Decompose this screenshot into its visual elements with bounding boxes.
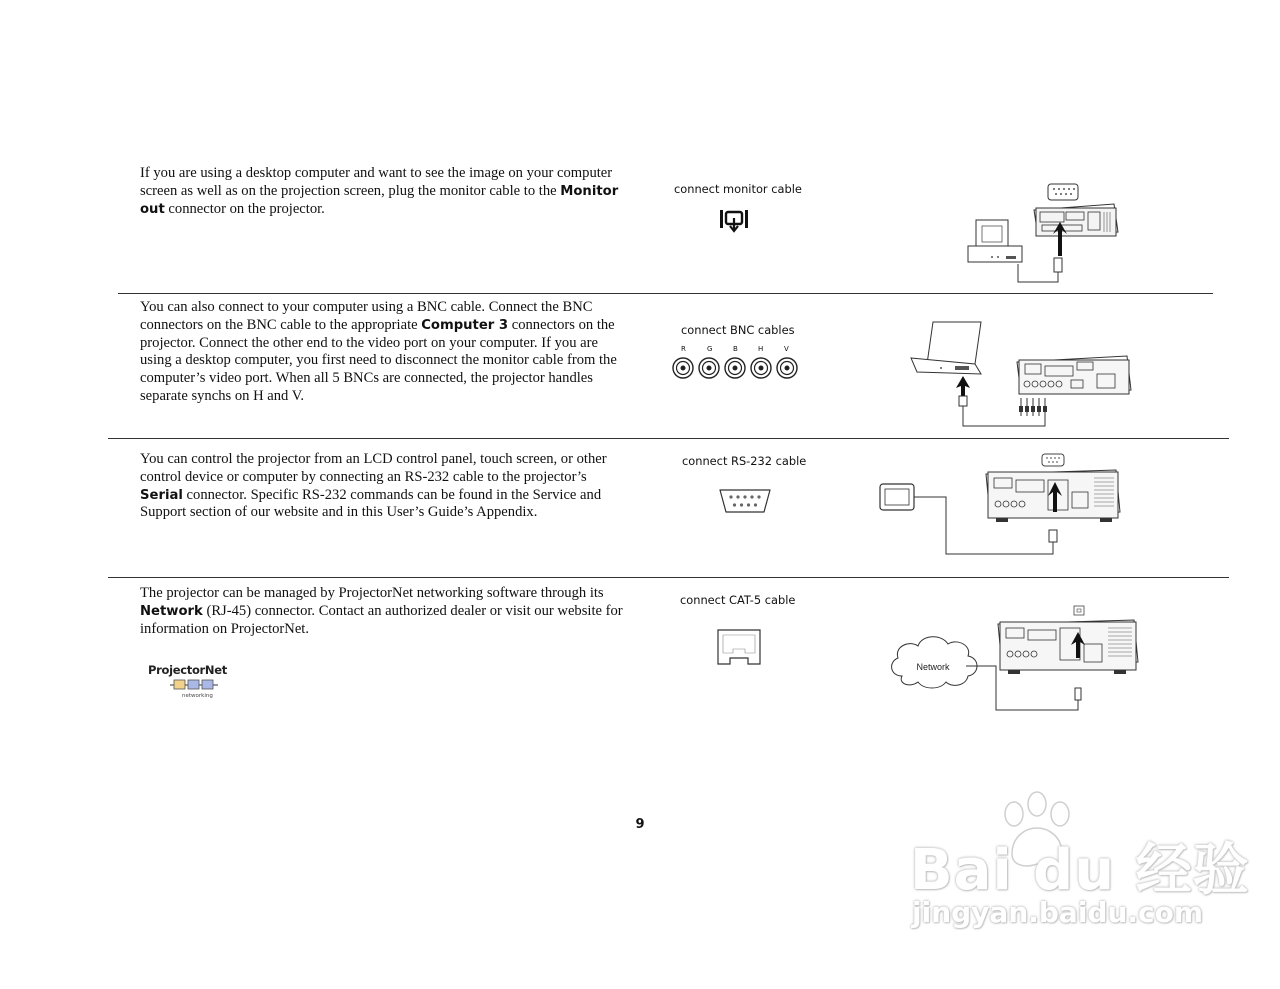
cat5-cable-caption: connect CAT-5 cable (680, 593, 796, 607)
network-nodes-icon (170, 678, 218, 692)
bnc-cable-caption: connect BNC cables (681, 323, 795, 337)
bnc-connector-icon (672, 356, 802, 380)
bnc-label-v: V (784, 345, 789, 353)
rs232-connection-diagram (878, 452, 1128, 558)
laptop-icon (911, 322, 981, 374)
lcd-control-panel-icon (880, 484, 914, 510)
section-divider (108, 577, 1229, 578)
rs232-cable-caption: connect RS-232 cable (682, 454, 807, 468)
projector-icon (1017, 356, 1131, 394)
bnc-label-h: H (758, 345, 764, 353)
network-cloud-label: Network (916, 662, 950, 672)
watermark-url: jingyan.baidu.com (912, 896, 1204, 929)
watermark-brand: Bai du 经验 (910, 838, 1250, 903)
monitor-out-term: Monitor out (140, 183, 619, 217)
bnc-connector-row (672, 345, 802, 381)
network-connection-diagram (888, 604, 1144, 712)
rj45-port-icon (717, 629, 761, 665)
projector-icon (1034, 204, 1118, 236)
monitor-cable-caption: connect monitor cable (674, 182, 802, 196)
network-term: Network (140, 603, 203, 619)
bnc-connection-diagram (905, 318, 1135, 430)
projectornet-logo (146, 663, 226, 703)
projector-icon (998, 620, 1138, 674)
computer-3-term: Computer 3 (421, 317, 509, 333)
rs232-paragraph: You can control the projector from an LCD control panel, touch screen, or other control device or computer by connecting an RS-232 cable to the projector’s Serial connector. Specific RS-232 commands can be found in the Service and Support section of our website and in this User’s Guide’s Appendix. (140, 451, 607, 521)
vga-port-icon (1048, 184, 1078, 200)
bnc-label-g: G (707, 345, 713, 353)
section-divider (118, 293, 1213, 294)
section-divider (108, 438, 1229, 439)
network-paragraph: The projector can be managed by ProjectorNet networking software through its Network (RJ-45) connector. Contact an authorized dealer or visit our website for information on ProjectorNet. (140, 585, 623, 637)
projectornet-logo-subtitle: networking (182, 693, 213, 699)
desktop-computer-icon (968, 220, 1022, 262)
bnc-paragraph: You can also connect to your computer using a BNC cable. Connect the BNC connectors on the BNC cable to the appropriate Computer 3 connectors on the projector. Connect the other end to the video port on your computer. If you are using a desktop computer, you first need to disconnect the monitor cable from the computer’s video port. When all 5 BNCs are connected, the projector handles separate synchs on H and V. (140, 299, 617, 404)
bnc-label-r: R (681, 345, 686, 353)
serial-term: Serial (140, 487, 183, 503)
page-number: 9 (635, 817, 645, 832)
bnc-label-b: B (733, 345, 738, 353)
monitor-out-paragraph: If you are using a desktop computer and want to see the image on your computer screen as well as on the projection screen, plug the monitor cable to the Monitor out connector on the projector. (140, 165, 619, 217)
serial-port-icon (716, 487, 774, 515)
monitor-connection-diagram (960, 182, 1130, 286)
monitor-out-icon (718, 208, 750, 234)
projectornet-logo-title: ProjectorNet (148, 663, 227, 677)
